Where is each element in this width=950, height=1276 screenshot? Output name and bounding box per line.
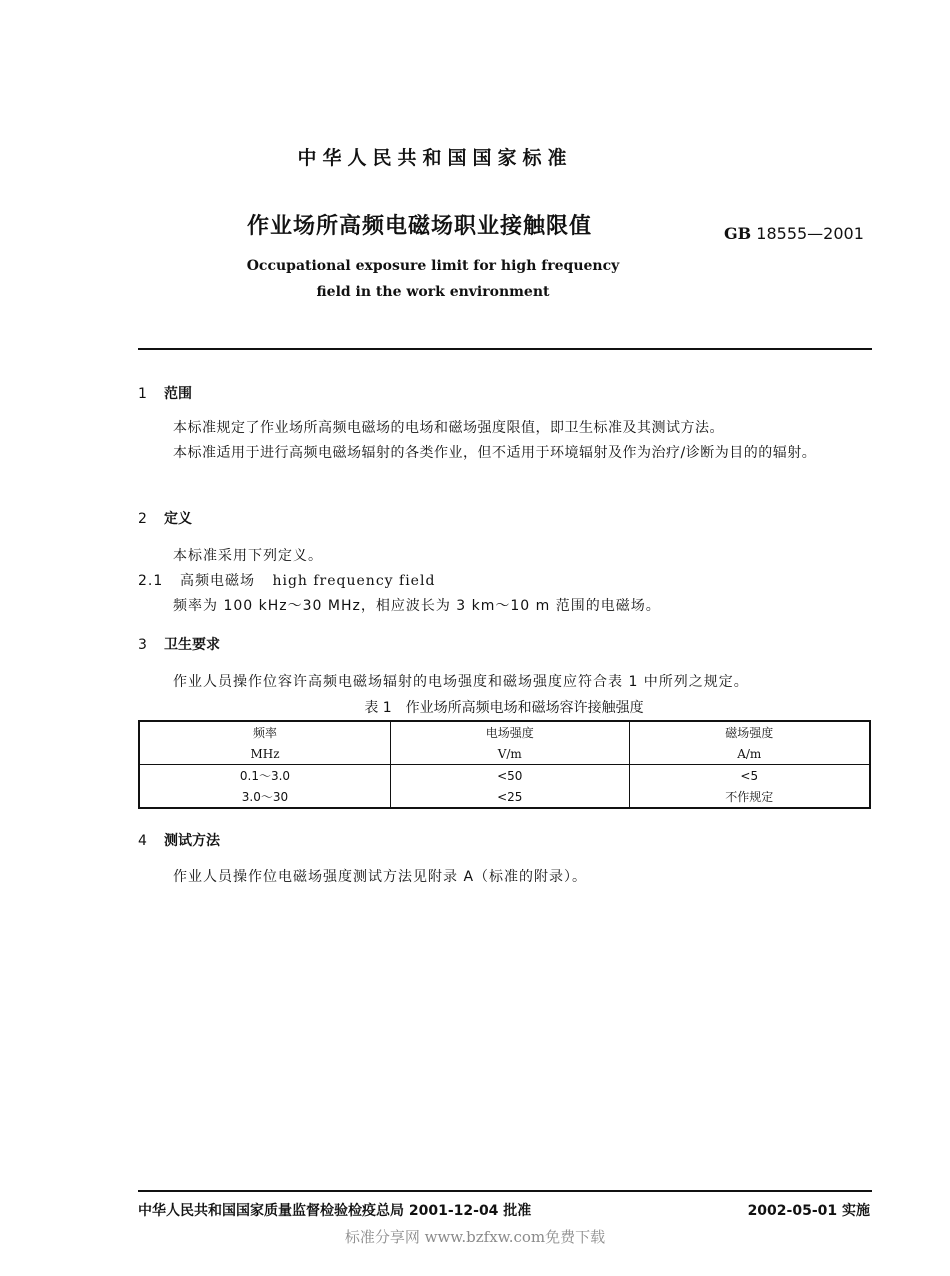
- table-cell: <25: [390, 786, 629, 808]
- footer-divider: [138, 1190, 872, 1192]
- table-cell: 0.1～3.0: [139, 765, 390, 787]
- table-header-cell: 电场强度: [390, 721, 629, 743]
- section-1-paragraph-1: 本标准规定了作业场所高频电磁场的电场和磁场强度限值，即卫生标准及其测试方法。: [173, 420, 724, 436]
- english-title-line2: field in the work environment: [316, 284, 550, 300]
- standard-number: [724, 224, 864, 243]
- table-unit-cell: A/m: [629, 743, 870, 765]
- exposure-limit-table: [138, 720, 871, 809]
- table-unit-cell: V/m: [390, 743, 629, 765]
- section-3-heading: [138, 634, 220, 654]
- section-title: 范围: [164, 386, 192, 402]
- section-title: 定义: [164, 511, 192, 527]
- section-2-paragraph: 本标准采用下列定义。: [173, 548, 323, 564]
- table-cell: 3.0～30: [139, 786, 390, 808]
- section-2-heading: [138, 508, 192, 528]
- table-cell: 不作规定: [629, 786, 870, 808]
- section-number: 3: [138, 637, 147, 653]
- section-4-heading: [138, 830, 220, 850]
- table-caption: 表 1 作业场所高频电场和磁场容许接触强度: [364, 700, 644, 716]
- section-1-paragraph-2: 本标准适用于进行高频电磁场辐射的各类作业，但不适用于环境辐射及作为治疗/诊断为目的的辐射。: [173, 445, 817, 461]
- table-unit-cell: MHz: [139, 743, 390, 765]
- subsection-title-cn: 高频电磁场: [180, 573, 255, 589]
- national-standard-heading: 中华人民共和国国家标准: [297, 147, 573, 169]
- section-number: 1: [138, 386, 147, 402]
- subsection-title-en: high frequency field: [272, 573, 436, 589]
- subsection-number: 2.1: [138, 573, 164, 589]
- table-header-cell: 频率: [139, 721, 390, 743]
- standard-prefix: GB: [724, 224, 752, 243]
- section-title: 测试方法: [164, 833, 220, 849]
- section-number: 4: [138, 833, 147, 849]
- table-cell: <50: [390, 765, 629, 787]
- section-number: 2: [138, 511, 147, 527]
- section-4-paragraph: 作业人员操作位电磁场强度测试方法见附录 A（标准的附录）。: [173, 869, 588, 885]
- subsection-2-1-text: 频率为 100 kHz～30 MHz，相应波长为 3 km～10 m 范围的电磁场。: [173, 598, 661, 614]
- issuer-approval: 中华人民共和国国家质量监督检验检疫总局 2001-12-04 批准: [138, 1203, 532, 1219]
- english-title-line1: Occupational exposure limit for high frequency: [246, 258, 620, 274]
- section-3-paragraph: 作业人员操作位容许高频电磁场辐射的电场强度和磁场强度应符合表 1 中所列之规定。: [173, 674, 749, 690]
- download-watermark: 标准分享网 www.bzfxw.com免费下载: [344, 1228, 606, 1246]
- section-title: 卫生要求: [164, 637, 220, 653]
- subsection-2-1-heading: [138, 570, 435, 590]
- section-1-heading: [138, 383, 192, 403]
- table-row: [139, 786, 870, 808]
- header-divider: [138, 348, 872, 350]
- document-title: 作业场所高频电磁场职业接触限值: [247, 214, 593, 239]
- table-cell: <5: [629, 765, 870, 787]
- table-header-cell: 磁场强度: [629, 721, 870, 743]
- effective-date: 2002-05-01 实施: [747, 1203, 870, 1219]
- standard-code: 18555—2001: [756, 224, 864, 243]
- table-row: [139, 765, 870, 787]
